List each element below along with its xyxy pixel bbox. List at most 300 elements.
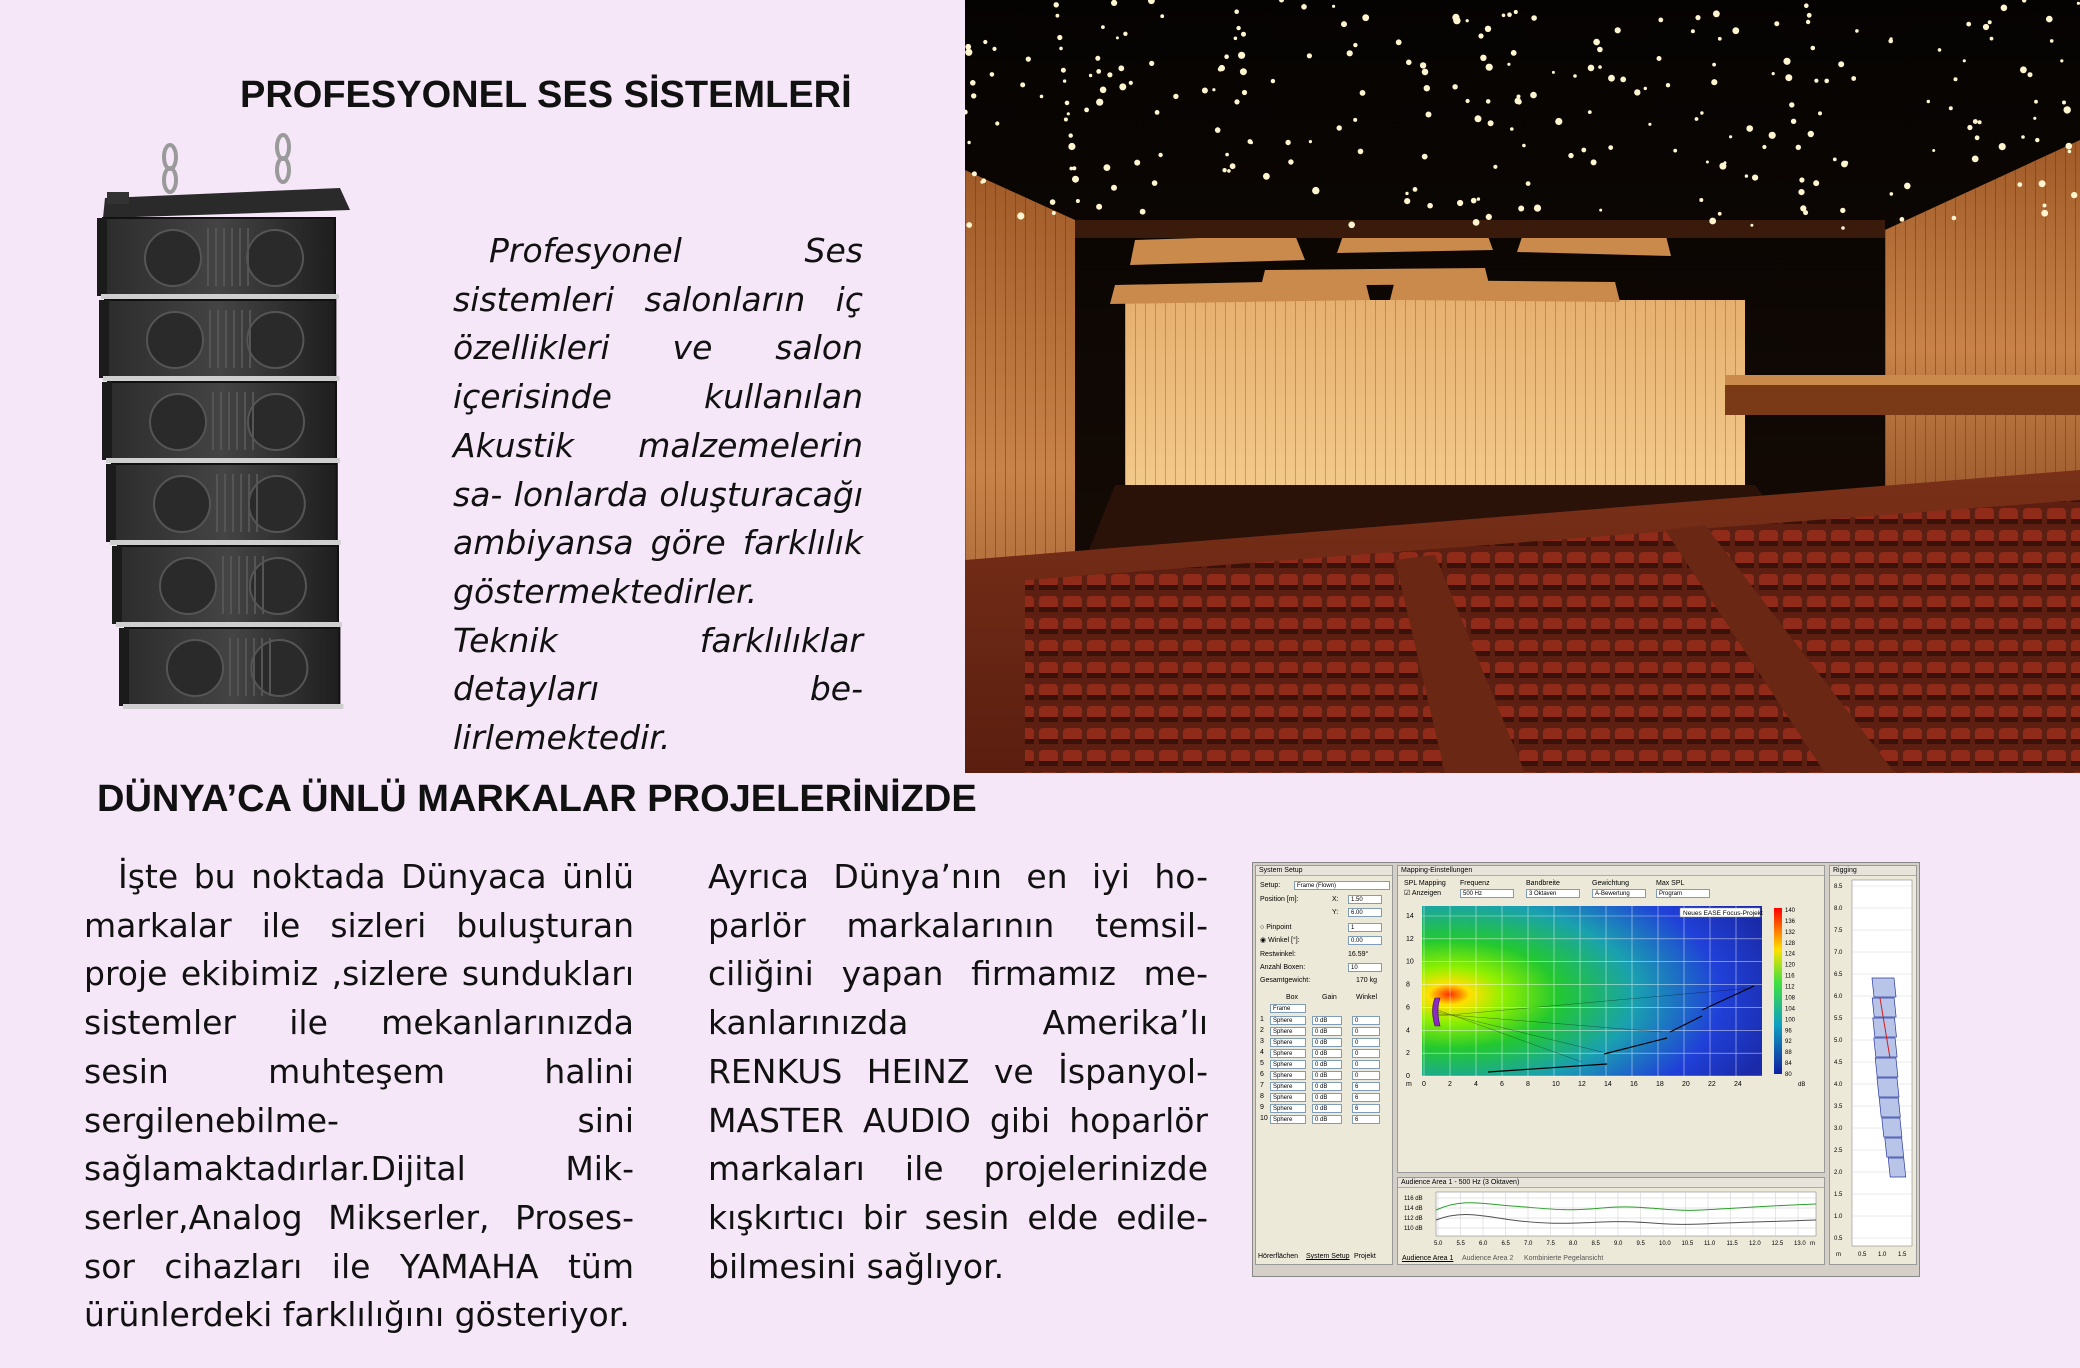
ceiling-light [1240, 68, 1247, 75]
ceiling-light [1644, 87, 1647, 90]
map-y-tick: 10 [1406, 958, 1414, 966]
ceiling-light [1597, 47, 1603, 53]
ceiling-light [1056, 14, 1060, 18]
map-x-tick: 18 [1656, 1081, 1664, 1088]
ceiling-light [1502, 14, 1506, 18]
box-type-select[interactable]: Sphere [1270, 1027, 1306, 1036]
ceiling-light [2028, 72, 2033, 77]
ceiling-light [1938, 48, 1942, 52]
ceiling-light [1234, 37, 1238, 41]
scale-tick: 120 [1785, 962, 1796, 969]
audience-x-tick: 8.0 [1569, 1241, 1578, 1247]
rig-y-tick: 8.5 [1834, 884, 1843, 890]
ceiling-light [1158, 153, 1162, 157]
ceiling-light [1840, 208, 1845, 213]
bandbreite-select[interactable]: 3 Oktaven [1526, 889, 1580, 898]
ceiling-light [980, 181, 983, 184]
audience-x-tick: 11.0 [1704, 1241, 1716, 1247]
audience-x-tick: 13.0 [1794, 1241, 1806, 1247]
ceiling-light [1963, 59, 1966, 62]
ceiling-light [1457, 200, 1463, 206]
rig-y-tick: 0.5 [1834, 1236, 1843, 1242]
ceiling-light [1526, 181, 1531, 186]
ceiling-light [983, 40, 987, 44]
anzeigen-checkbox[interactable]: ☑ Anzeigen [1404, 890, 1442, 897]
box-type-select[interactable]: Sphere [1270, 1104, 1306, 1113]
map-y-tick: 14 [1406, 913, 1414, 920]
scale-tick: 112 [1785, 984, 1795, 991]
ceiling-light [1230, 163, 1236, 169]
ceiling-light [1657, 56, 1662, 61]
ceiling-light [1552, 71, 1555, 74]
rig-box [1875, 1058, 1898, 1077]
ceiling-light [1608, 75, 1615, 82]
rig-box [1888, 1158, 1906, 1177]
rig-y-tick: 4.0 [1834, 1082, 1843, 1088]
ceiling-light [1573, 74, 1577, 78]
audience-x-tick: 6.0 [1479, 1241, 1488, 1247]
ceiling-light [1507, 12, 1512, 17]
ceiling-light [1949, 106, 1953, 110]
scale-tick: 80 [1785, 1072, 1792, 1078]
ceiling-light [1422, 69, 1429, 76]
ceiling-light [1234, 99, 1239, 104]
tab-kombinierte-pegelansicht[interactable]: Kombinierte Pegelansicht [1524, 1255, 1604, 1262]
ceiling-light [1452, 14, 1459, 21]
audience-x-tick: 12.5 [1771, 1241, 1784, 1247]
ceiling-light [1811, 46, 1816, 51]
box-type-select[interactable]: Sphere [1270, 1082, 1306, 1091]
mapping-title: Mapping-Einstellungen [1398, 866, 1824, 876]
box-gain-field[interactable]: 0 dB [1312, 1027, 1342, 1036]
ceiling-light [1568, 153, 1573, 158]
box-type-select[interactable]: Sphere [1270, 1115, 1306, 1124]
scale-tick: 132 [1785, 929, 1796, 936]
ceiling-light [1307, 53, 1312, 58]
ceiling-light [1309, 140, 1312, 143]
ceiling-light [1288, 159, 1293, 164]
box-gain-field[interactable]: 0 dB [1312, 1016, 1342, 1025]
ceiling-light [1301, 4, 1307, 10]
line-array-speaker-image [55, 130, 400, 720]
ceiling-light [1510, 127, 1514, 131]
gesamt-label: Gesamtgewicht: [1260, 977, 1311, 984]
ceiling-light [1888, 39, 1893, 44]
box-row-number: 1 [1260, 1016, 1264, 1023]
ceiling-light [1799, 177, 1804, 182]
map-x-tick: 24 [1734, 1081, 1742, 1088]
pinpoint-select[interactable]: 1 [1348, 923, 1382, 932]
box-gain-field[interactable]: 0 dB [1312, 1071, 1342, 1080]
map-x-tick: 10 [1552, 1081, 1560, 1088]
ceiling-light [1026, 57, 1031, 62]
ceiling-light [1249, 141, 1253, 145]
map-y-tick: 4 [1406, 1027, 1410, 1035]
gewichtung-label: Gewichtung [1592, 880, 1629, 887]
y-field[interactable]: 6.00 [1348, 908, 1382, 917]
rigging-panel [1829, 865, 1917, 1265]
scale-unit: dB [1798, 1082, 1806, 1088]
project-label: Neues EASE Focus-Projekt [1683, 910, 1763, 917]
x-label: X: [1332, 896, 1339, 903]
ceiling-light [1598, 65, 1602, 69]
ceiling-light [1588, 65, 1595, 72]
ceiling-light [1475, 115, 1482, 122]
box-gain-field[interactable]: 0 dB [1312, 1049, 1342, 1058]
ceiling-light [1673, 149, 1677, 153]
ceiling-light [1422, 154, 1428, 160]
box-gain-field[interactable]: 0 dB [1312, 1082, 1342, 1091]
box-row-number: 9 [1260, 1104, 1264, 1111]
rig-y-tick: 3.0 [1834, 1126, 1843, 1132]
box-type-select[interactable]: Sphere [1270, 1071, 1306, 1080]
ceiling-light [1818, 111, 1822, 115]
ceiling-light [1900, 217, 1905, 222]
ceiling-light [1225, 153, 1229, 157]
ceiling-light [1972, 156, 1979, 163]
ceiling-light [1072, 176, 1079, 183]
ceiling-light [1140, 209, 1146, 215]
scale-tick: 100 [1785, 1017, 1796, 1024]
ceiling-light [1111, 0, 1117, 6]
ceiling-light [1804, 3, 1809, 8]
box-angle-field[interactable]: 0 [1352, 1060, 1380, 1069]
ceiling-light [992, 47, 996, 51]
audience-x-tick: 5.5 [1456, 1241, 1465, 1247]
restwinkel-value: 16.59° [1348, 951, 1369, 958]
ceiling-light [2060, 59, 2063, 62]
rig-y-tick: 8.0 [1834, 906, 1843, 912]
ceiling-light [1588, 110, 1592, 114]
ceiling-light [1426, 112, 1432, 118]
ceiling-light [1096, 204, 1102, 210]
winkel-radio[interactable]: ◉ Winkel [°]: [1260, 937, 1300, 944]
ceiling-light [1699, 198, 1703, 202]
ceiling-light [1706, 161, 1709, 164]
ceiling-light [1814, 79, 1818, 83]
ceiling-light [1695, 15, 1700, 20]
ceiling-light [1752, 175, 1758, 181]
ceiling-light [2017, 182, 2022, 187]
box-gain-field[interactable]: 0 dB [1312, 1104, 1342, 1113]
ceiling-light [1129, 81, 1133, 85]
map-y-tick: 0 [1406, 1073, 1410, 1080]
ceiling-light [1312, 187, 1319, 194]
ceiling-light [1061, 68, 1066, 73]
col-winkel-header: Winkel [1356, 994, 1378, 1001]
gewichtung-select[interactable]: A-Bewertung [1592, 889, 1646, 898]
ceiling-light [1227, 169, 1231, 173]
ceiling-light [1452, 84, 1457, 89]
ceiling-light [1155, 110, 1160, 115]
ceiling-light [1020, 82, 1025, 87]
ceiling-light [1990, 37, 1994, 41]
ceiling-light [1466, 19, 1469, 22]
box-type-select[interactable]: Sphere [1270, 1093, 1306, 1102]
box-angle-field[interactable]: 0 [1352, 1027, 1380, 1036]
audience-x-tick: 7.5 [1546, 1241, 1555, 1247]
ceiling-light [1746, 125, 1753, 132]
rig-y-tick: 4.5 [1834, 1060, 1843, 1066]
ceiling-light [1424, 85, 1430, 91]
ceiling-light [1486, 64, 1493, 71]
ceiling-light [1796, 145, 1801, 150]
ceiling-light [1769, 132, 1776, 139]
tab-hoererflaechen[interactable]: Hörerflächen [1258, 1253, 1299, 1260]
box-row-number: 7 [1260, 1082, 1264, 1089]
map-y-tick: 8 [1406, 981, 1410, 989]
ceiling-light [1477, 197, 1480, 200]
rig-y-tick: 5.5 [1834, 1016, 1843, 1022]
box-gain-field[interactable]: 0 dB [1312, 1115, 1342, 1124]
ceiling-light [1808, 131, 1814, 137]
map-x-tick: 0 [1422, 1081, 1426, 1088]
ceiling-light [1798, 189, 1804, 195]
ceiling-light [1358, 149, 1364, 155]
ceiling-light [1057, 35, 1062, 40]
ceiling-light [1111, 185, 1117, 191]
ceiling-light [1360, 90, 1366, 96]
rig-box [1879, 1098, 1900, 1117]
map-y-tick: 6 [1406, 1004, 1410, 1012]
rig-y-tick: 1.5 [1834, 1192, 1843, 1198]
rig-box [1885, 1138, 1904, 1157]
ceiling-light [1064, 118, 1068, 122]
box-angle-field[interactable]: 0 [1352, 1038, 1380, 1047]
ceiling-light [1068, 143, 1075, 150]
ceiling-light [1040, 95, 1044, 99]
tab-projekt[interactable]: Projekt [1354, 1253, 1376, 1260]
intro-paragraph: Profesyonel Ses sistemleri salonların iç özellikleri ve salon içerisinde kullanılan Akustik malzemelerin sa- lonlarda oluşturacağı ambiyansa göre farklılık göstermektedirler. Teknik farklılıklar detayları be- lirlemektedir. [453, 231, 863, 758]
scale-tick: 96 [1785, 1028, 1792, 1035]
col-box-header: Box [1286, 994, 1299, 1001]
ceiling-light [1838, 61, 1844, 67]
rig-y-tick: 2.0 [1834, 1170, 1843, 1176]
ceiling-light [1593, 39, 1600, 46]
ceiling-light [1149, 61, 1154, 66]
box-row-number: 3 [1260, 1038, 1264, 1045]
ceiling-light [1069, 133, 1073, 137]
ceiling-light [1813, 180, 1819, 186]
audience-y-tick: 112 dB [1404, 1216, 1423, 1222]
anzahl-label: Anzahl Boxen: [1260, 964, 1306, 971]
audience-y-tick: 114 dB [1404, 1206, 1423, 1212]
rig-x-tick: 0.5 [1858, 1252, 1867, 1258]
rig-box [1872, 998, 1896, 1017]
ceiling-light [1067, 112, 1070, 115]
audience-y-tick: 116 dB [1404, 1196, 1423, 1202]
ceiling-light [1514, 10, 1518, 14]
ceiling-light [1507, 63, 1510, 66]
map-x-tick: 12 [1578, 1081, 1586, 1088]
ceiling-light [1059, 47, 1063, 51]
ceiling-light [1666, 83, 1670, 87]
ceiling-light [1263, 173, 1270, 180]
box-type-select[interactable]: Sphere [1270, 1049, 1306, 1058]
ceiling-light [2001, 5, 2008, 12]
box-type-select[interactable]: Sphere [1270, 1038, 1306, 1047]
ceiling-light [1224, 54, 1229, 59]
tab-system-setup[interactable]: System Setup [1306, 1253, 1350, 1260]
ceiling-light [1772, 72, 1775, 75]
ceiling-light [1615, 27, 1621, 33]
map-y-tick: 12 [1406, 935, 1414, 943]
rig-x-tick: 1.0 [1878, 1252, 1887, 1258]
winkel-field[interactable]: 0.00 [1348, 936, 1382, 945]
scale-tick: 104 [1785, 1006, 1796, 1013]
ceiling-light [1691, 29, 1695, 33]
ceiling-light [965, 49, 972, 56]
audience-x-tick: 12.0 [1749, 1241, 1761, 1247]
ceiling-light [1789, 102, 1794, 107]
box-row-number: 2 [1260, 1027, 1264, 1034]
ceiling-light [1341, 21, 1347, 27]
ceiling-light [1485, 26, 1491, 32]
ceiling-light [1486, 99, 1491, 104]
audience-x-tick: 5.0 [1434, 1241, 1443, 1247]
ceiling-light [1072, 166, 1076, 170]
ceiling-light [1362, 14, 1369, 21]
scale-tick: 92 [1785, 1039, 1792, 1046]
frequenz-select[interactable]: 500 Hz [1460, 889, 1514, 898]
ceiling-light [1718, 37, 1722, 41]
system-setup-panel [1255, 865, 1393, 1265]
ceiling-light [1100, 87, 1107, 94]
y-label: Y: [1332, 909, 1339, 916]
ceiling-light [1712, 63, 1716, 67]
ceiling-light [1404, 198, 1410, 204]
ceiling-light [1478, 33, 1483, 38]
ceiling-light [1713, 10, 1720, 17]
ceiling-light [971, 93, 976, 98]
ceiling-light [1841, 161, 1848, 168]
box-type-select[interactable]: Sphere [1270, 1016, 1306, 1025]
ceiling-light [1134, 160, 1140, 166]
box-angle-field[interactable]: 6 [1352, 1115, 1380, 1124]
ceiling-light [1466, 99, 1470, 103]
map-x-tick: 2 [1448, 1081, 1452, 1088]
rigging-chart [1832, 878, 1916, 1262]
setup-select[interactable]: Frame (Flown) [1294, 881, 1390, 890]
ceiling-light [1054, 2, 1059, 7]
ceiling-light [1017, 212, 1024, 219]
ceiling-light [972, 171, 977, 176]
anzahl-field[interactable]: 10 [1348, 963, 1382, 972]
box-row-number: 6 [1260, 1071, 1264, 1078]
pinpoint-radio[interactable]: ○ Pinpoint [1260, 924, 1292, 931]
x-field[interactable]: 1.50 [1348, 895, 1382, 904]
ceiling-light [1104, 164, 1111, 171]
max-spl-label: Max SPL [1656, 880, 1685, 887]
ceiling-light [1824, 79, 1829, 84]
ceiling-light [1215, 127, 1221, 133]
tab-audience-area-2[interactable]: Audience Area 2 [1462, 1255, 1514, 1262]
ceiling-light [1337, 125, 1342, 130]
box-angle-field[interactable]: 0 [1352, 1071, 1380, 1080]
col-gain-header: Gain [1322, 994, 1337, 1001]
ceiling-light [1420, 62, 1426, 68]
ceiling-light [1123, 32, 1127, 36]
box-gain-field[interactable]: 0 dB [1312, 1093, 1342, 1102]
audience-panel [1397, 1177, 1825, 1265]
audience-chart [1402, 1190, 1822, 1250]
audience-x-tick: 8.5 [1591, 1241, 1600, 1247]
box-angle-field[interactable]: 6 [1352, 1104, 1380, 1113]
rig-y-tick: 3.5 [1834, 1104, 1843, 1110]
ceiling-light [1745, 174, 1748, 177]
ceiling-light [2068, 150, 2072, 154]
restwinkel-label: Restwinkel: [1260, 951, 1296, 958]
ceiling-light [1413, 187, 1418, 192]
ceiling-light [1555, 118, 1562, 125]
box-angle-field[interactable]: 6 [1352, 1082, 1380, 1091]
audience-y-tick: 110 dB [1404, 1226, 1423, 1232]
ceiling-light [2033, 117, 2036, 120]
ceiling-light [2046, 16, 2053, 23]
ease-focus-screenshot [1252, 862, 1920, 1277]
ceiling-light [1473, 219, 1480, 226]
box-gain-field[interactable]: 0 dB [1312, 1038, 1342, 1047]
ceiling-light [1658, 18, 1663, 23]
ceiling-light [1581, 148, 1586, 153]
scale-tick: 140 [1785, 908, 1796, 914]
rigging-title: Rigging [1830, 866, 1916, 876]
ceiling-light [1488, 120, 1494, 126]
scale-tick: 124 [1785, 951, 1796, 958]
ceiling-light [1118, 65, 1124, 71]
ceiling-light [1833, 158, 1837, 162]
rig-y-tick: 5.0 [1834, 1038, 1843, 1044]
ceiling-light [1353, 118, 1357, 122]
ceiling-light [1173, 94, 1178, 99]
max-spl-select[interactable]: Program [1656, 889, 1710, 898]
box-angle-field[interactable]: 0 [1352, 1016, 1380, 1025]
box-type-select[interactable]: Sphere [1270, 1060, 1306, 1069]
ceiling-light [1084, 108, 1089, 113]
ceiling-light [1967, 125, 1972, 130]
ceiling-light [1791, 119, 1796, 124]
map-x-tick: 16 [1630, 1081, 1638, 1088]
ceiling-light [1531, 15, 1537, 21]
tab-audience-area-1[interactable]: Audience Area 1 [1402, 1255, 1454, 1262]
ceiling-light [1530, 92, 1537, 99]
ceiling-light [970, 80, 976, 86]
ceiling-light [1534, 205, 1541, 212]
rig-x-tick: 1.5 [1898, 1252, 1907, 1258]
box-gain-field[interactable]: 0 dB [1312, 1060, 1342, 1069]
ceiling-light [1904, 183, 1911, 190]
ceiling-light [1800, 205, 1806, 211]
ceiling-light [1851, 76, 1856, 81]
ceiling-light [1988, 20, 1992, 24]
spl-map [1402, 902, 1822, 1092]
ceiling-light [1634, 89, 1640, 95]
ceiling-light [2039, 180, 2046, 187]
box-angle-field[interactable]: 0 [1352, 1049, 1380, 1058]
ceiling-light [1152, 180, 1158, 186]
box-angle-field[interactable]: 6 [1352, 1093, 1380, 1102]
ceiling-light [1695, 117, 1699, 121]
box-row-number: 10 [1260, 1115, 1268, 1122]
ceiling-light [1719, 163, 1726, 170]
map-x-tick: 8 [1526, 1081, 1530, 1088]
audience-x-unit: m [1810, 1241, 1815, 1247]
map-x-tick: 14 [1604, 1081, 1612, 1088]
frame-field[interactable]: Frame [1270, 1004, 1306, 1013]
ceiling-light [1762, 145, 1766, 149]
ceiling-light [1841, 226, 1845, 230]
map-x-tick: 6 [1500, 1081, 1504, 1088]
